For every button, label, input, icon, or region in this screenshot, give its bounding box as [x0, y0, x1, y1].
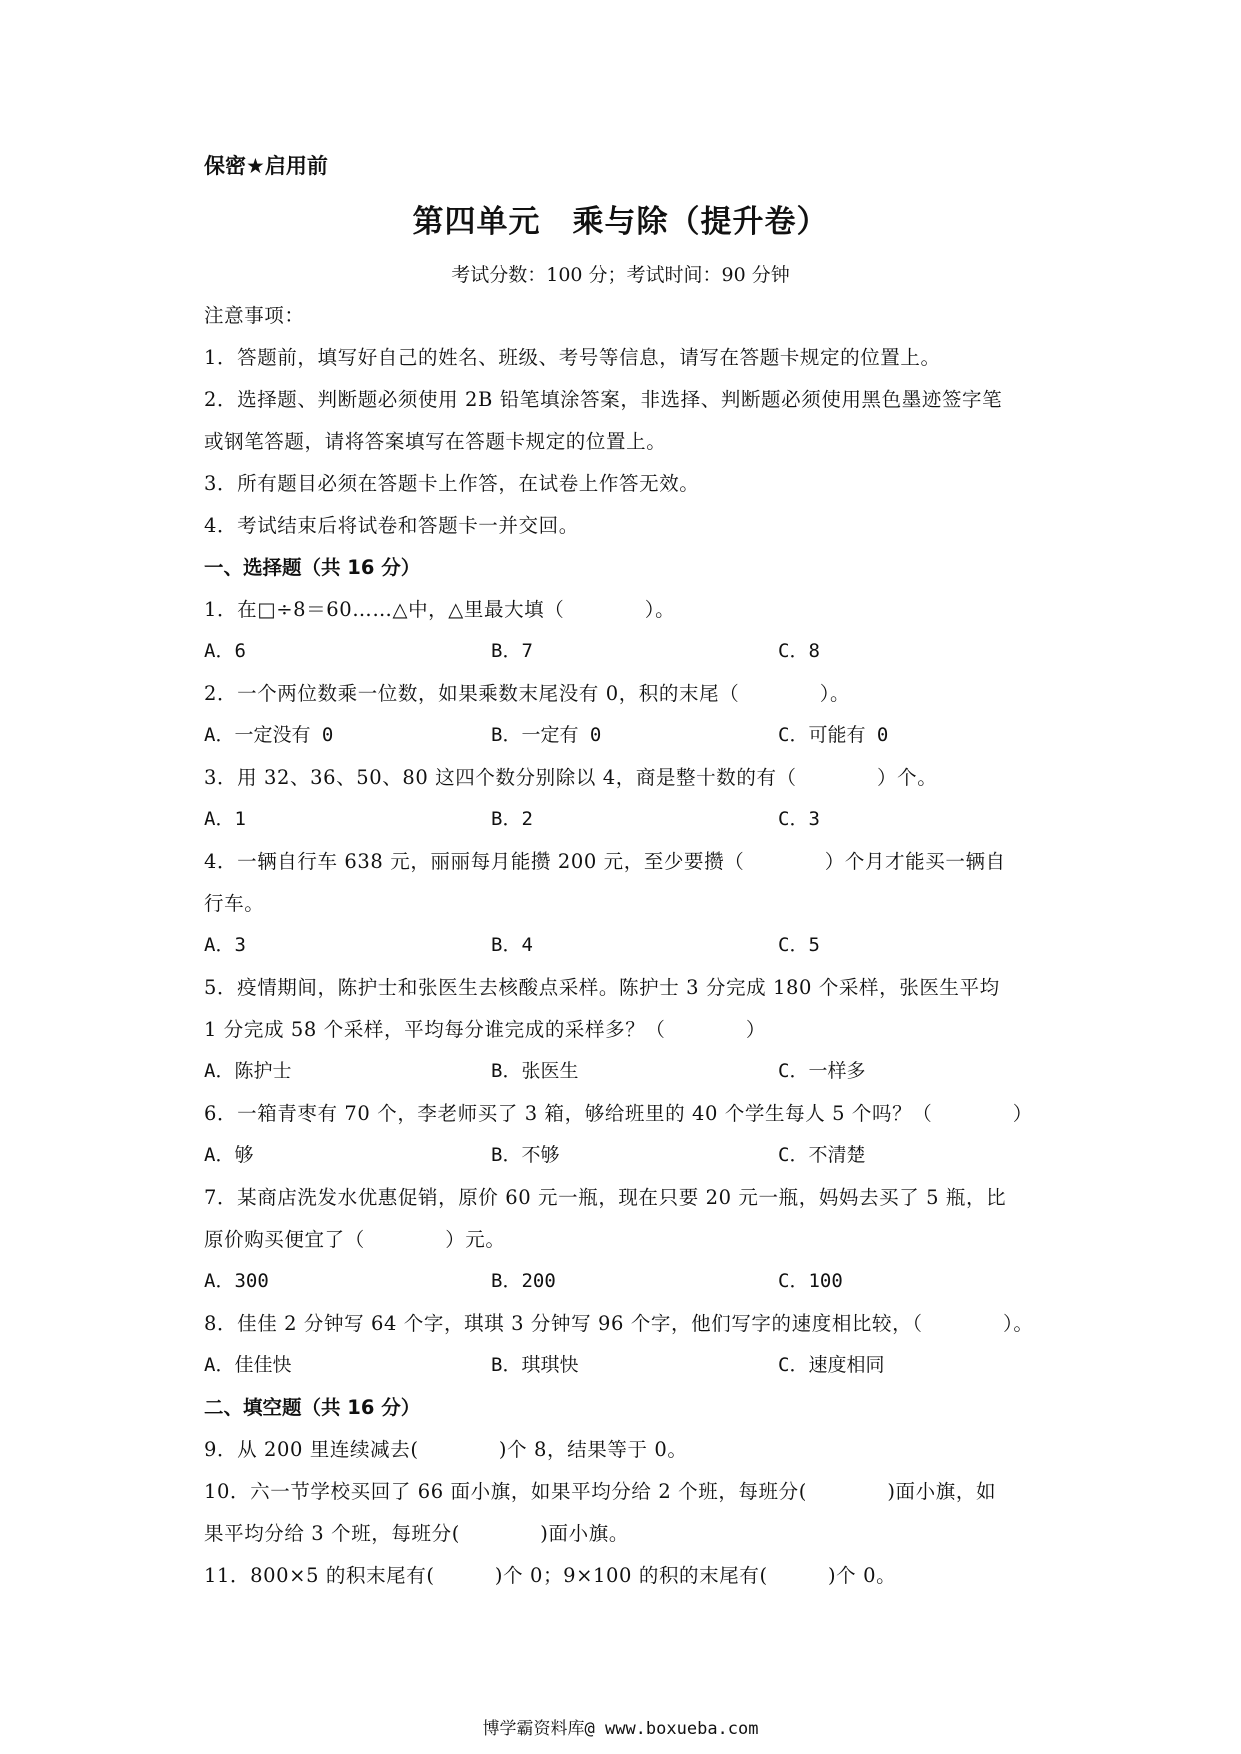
question-8: 8．佳佳 2 分钟写 64 个字，琪琪 3 分钟写 96 个字，他们写字的速度相比较，（ ）。: [204, 1312, 1034, 1335]
option-b: B．琪琪快: [491, 1354, 579, 1376]
option-b: B．200: [491, 1270, 556, 1292]
question-3: 3．用 32、36、50、80 这四个数分别除以 4，商是整十数的有（ ）个。: [204, 766, 938, 789]
option-c: C．不清楚: [778, 1144, 866, 1166]
section-heading-choice: 一、选择题（共 16 分）: [204, 556, 421, 579]
footer-watermark: 博学霸资料库@ www.boxueba.com: [482, 1719, 759, 1739]
option-c: C．3: [778, 808, 820, 830]
option-b: B．2: [491, 808, 533, 830]
question-10-cont: 果平均分给 3 个班，每班分( )面小旗。: [204, 1522, 629, 1545]
question-5-cont: 1 分完成 58 个采样，平均每分谁完成的采样多？（ ）: [204, 1018, 766, 1041]
option-a: A．1: [204, 808, 246, 830]
option-c: C．8: [778, 640, 820, 662]
option-c: C．一样多: [778, 1060, 866, 1082]
question-1: 1．在□÷8＝60……△中，△里最大填（ ）。: [204, 598, 676, 621]
question-5: 5．疫情期间，陈护士和张医生去核酸点采样。陈护士 3 分完成 180 个采样，张医生平均: [204, 976, 1000, 999]
question-9: 9．从 200 里连续减去( )个 8，结果等于 0。: [204, 1438, 688, 1461]
option-a: A．陈护士: [204, 1060, 292, 1082]
option-b: B．4: [491, 934, 533, 956]
question-10: 10．六一节学校买回了 66 面小旗，如果平均分给 2 个班，每班分( )面小旗，如: [204, 1480, 997, 1503]
exam-title: 第四单元 乘与除（提升卷）: [412, 204, 829, 240]
option-a: A．够: [204, 1144, 254, 1166]
option-a: A．佳佳快: [204, 1354, 292, 1376]
note-item: 4．考试结束后将试卷和答题卡一并交回。: [204, 514, 579, 537]
option-a: A．6: [204, 640, 246, 662]
question-2: 2．一个两位数乘一位数，如果乘数末尾没有 0，积的末尾（ ）。: [204, 682, 851, 705]
question-4-cont: 行车。: [204, 892, 265, 915]
question-4: 4．一辆自行车 638 元，丽丽每月能攒 200 元，至少要攒（ ）个月才能买一辆自: [204, 850, 1006, 873]
note-item: 1．答题前，填写好自己的姓名、班级、考号等信息，请写在答题卡规定的位置上。: [204, 346, 941, 369]
option-b: B．张医生: [491, 1060, 579, 1082]
option-b: B．7: [491, 640, 533, 662]
confidential-label: 保密★启用前: [204, 154, 328, 178]
option-b: B．不够: [491, 1144, 560, 1166]
option-c: C．5: [778, 934, 820, 956]
notes-heading: 注意事项：: [204, 304, 305, 327]
exam-info: 考试分数：100 分；考试时间：90 分钟: [451, 264, 790, 286]
option-a: A．一定没有 0: [204, 724, 334, 746]
note-item: 3．所有题目必须在答题卡上作答，在试卷上作答无效。: [204, 472, 700, 495]
note-item: 或钢笔答题，请将答案填写在答题卡规定的位置上。: [204, 430, 667, 453]
option-a: A．300: [204, 1270, 269, 1292]
option-b: B．一定有 0: [491, 724, 602, 746]
question-6: 6．一箱青枣有 70 个，李老师买了 3 箱，够给班里的 40 个学生每人 5 个吗？（ ）: [204, 1102, 1033, 1125]
note-item: 2．选择题、判断题必须使用 2B 铅笔填涂答案，非选择、判断题必须使用黑色墨迹签字笔: [204, 388, 1003, 411]
option-c: C．可能有 0: [778, 724, 889, 746]
question-7-cont: 原价购买便宜了（ ）元。: [204, 1228, 506, 1251]
option-a: A．3: [204, 934, 246, 956]
option-c: C．速度相同: [778, 1354, 885, 1376]
section-heading-fill: 二、填空题（共 16 分）: [204, 1396, 421, 1419]
question-7: 7．某商店洗发水优惠促销，原价 60 元一瓶，现在只要 20 元一瓶，妈妈去买了 5 瓶，比: [204, 1186, 1007, 1209]
option-c: C．100: [778, 1270, 843, 1292]
question-11: 11．800×5 的积末尾有( )个 0；9×100 的积的末尾有( )个 0。: [204, 1564, 897, 1587]
